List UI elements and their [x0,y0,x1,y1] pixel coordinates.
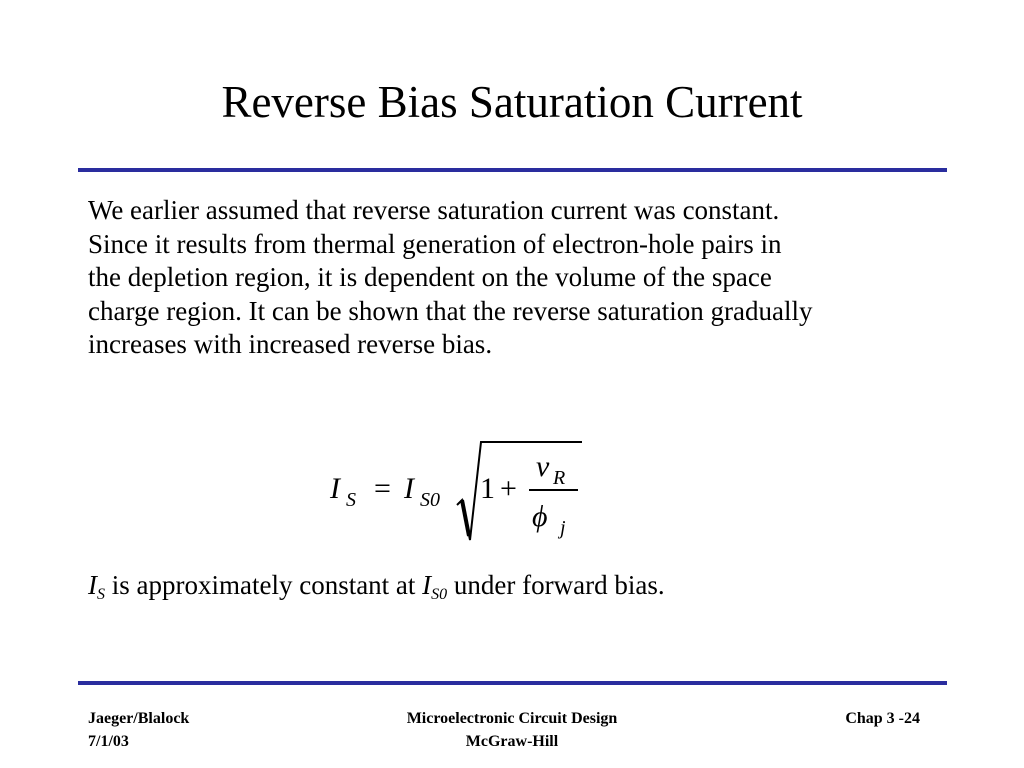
paragraph-line: increases with increased reverse bias. [88,329,493,359]
paragraph-line: We earlier assumed that reverse saturation current was constant. [88,195,780,225]
eq-rhs-subscript: S0 [420,489,440,511]
eq-rhs-symbol: I [404,472,414,505]
equation-graphic [300,432,620,552]
saturation-current-equation [300,432,620,552]
note-text-2: under forward bias. [447,570,665,600]
footer-book-title: Microelectronic Circuit Design [406,710,618,727]
eq-plus-sign: + [500,472,517,505]
body-paragraph [88,194,968,362]
note-subscript-2: S0 [431,586,448,603]
top-divider [78,168,947,172]
bottom-divider [78,681,947,685]
footer-page-number: Chap 3 -24 [845,710,920,727]
note-symbol-1: I [88,570,97,600]
slide-title: Reverse Bias Saturation Current [221,77,803,127]
paragraph-line: charge region. It can be shown that the reverse saturation gradually [88,295,813,326]
forward-bias-note [88,568,665,602]
eq-numerator-subscript: R [553,467,566,489]
eq-equals-sign: = [374,472,391,505]
note-subscript-1: S [97,586,105,603]
note-symbol-2: I [422,570,432,600]
footer-center [312,707,712,753]
footer-date: 7/1/03 [88,733,129,750]
footer-publisher: McGraw-Hill [465,733,559,750]
paragraph-line: the depletion region, it is dependent on the volume of the space [88,262,772,292]
eq-lhs-symbol: I [330,472,340,505]
eq-denominator-subscript: j [560,517,566,539]
eq-numerator-symbol: v [536,450,550,483]
footer-left [88,707,189,753]
footer-authors: Jaeger/Blalock [88,710,190,727]
square-root-stroke [462,500,469,536]
paragraph-line: Since it results from thermal generation of electron-hole pairs in [88,228,782,259]
eq-lhs-subscript: S [346,489,356,511]
footer-right [845,707,920,730]
note-text-1: is approximately constant at [105,570,423,600]
eq-one: 1 [480,472,495,505]
eq-denominator-symbol: ϕ [532,500,548,533]
